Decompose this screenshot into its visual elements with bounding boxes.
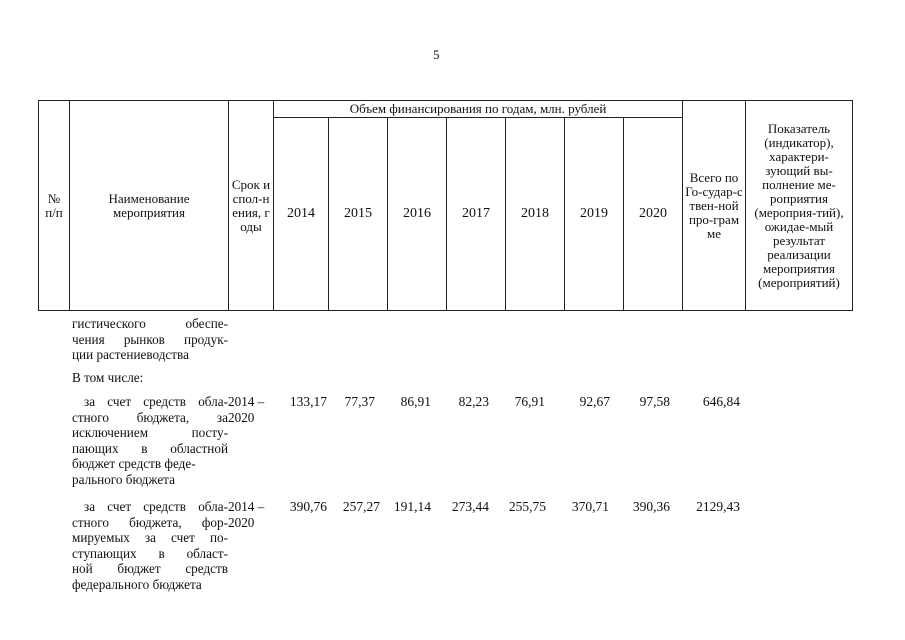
header-num <box>39 101 70 311</box>
row-value: 255,75 <box>508 499 546 514</box>
header-indicator-label: Показатель (индикатор), характери-зующий вы-полнение ме-роприятия (мероприя-тий), ожидае-мый результат реализации мероприятия (мероприятий) <box>754 120 844 290</box>
row-name-line: стного бюджета, фор- <box>72 514 228 530</box>
subheading <box>72 370 143 386</box>
row-value: 97,58 <box>639 394 670 409</box>
row-total: 646,84 <box>702 394 740 409</box>
header-year <box>388 118 447 311</box>
row-term-line: 2014 – <box>228 394 265 409</box>
row-value: 273,44 <box>451 499 489 514</box>
continuation-line: гистического обеспе- <box>72 316 228 331</box>
header-name-label: Наименование мероприятия <box>108 190 190 220</box>
continuation-line: чения рынков продук- <box>72 331 228 347</box>
header-year-label: 2014 <box>287 206 315 221</box>
row-name-line: рального бюджета <box>72 471 175 487</box>
header-total <box>683 101 746 311</box>
row-value: 77,37 <box>344 394 375 409</box>
row-value: 390,36 <box>632 499 670 514</box>
row-name-line: пающих в областной <box>72 440 228 456</box>
header-year-label: 2020 <box>639 206 667 221</box>
row-name-line: федерального бюджета <box>72 576 202 592</box>
header-table <box>38 100 853 311</box>
row-value: 92,67 <box>579 394 610 409</box>
row-name-line: ступающих в област- <box>72 545 228 561</box>
header-funding-label: Объем финансирования по годам, млн. рублей <box>349 101 607 116</box>
row-name-line: исключением посту- <box>72 425 228 441</box>
header-term-label: Срок испол-нения, годы <box>231 176 271 234</box>
subheading-label: В том числе: <box>72 370 144 385</box>
header-year-label: 2019 <box>580 206 608 221</box>
header-funding <box>274 101 683 118</box>
header-year <box>274 118 329 311</box>
table-row <box>0 394 905 494</box>
row-value: 370,71 <box>571 499 609 514</box>
header-year <box>624 118 683 311</box>
row-total: 2129,43 <box>696 499 740 514</box>
row-name-line: стного бюджета, за <box>72 409 228 425</box>
row-name-line: за счет средств обла- <box>84 499 228 514</box>
row-term-line: 2020 <box>228 409 255 425</box>
header-year <box>329 118 388 311</box>
header-year <box>447 118 506 311</box>
header-term <box>229 101 274 311</box>
row-value: 390,76 <box>289 499 327 514</box>
row-name-line: мируемых за счет по- <box>72 530 228 546</box>
row-value: 86,91 <box>400 394 431 409</box>
row-value: 257,27 <box>342 499 380 514</box>
header-year-label: 2015 <box>344 206 372 221</box>
row-term-line: 2014 – <box>228 499 265 514</box>
table-row <box>0 499 905 599</box>
header-year-label: 2017 <box>462 206 490 221</box>
row-name-line: бюджет средств феде- <box>72 456 196 472</box>
row-name-line: за счет средств обла- <box>84 394 228 409</box>
row-value: 82,23 <box>458 394 489 409</box>
header-year-label: 2016 <box>403 206 431 221</box>
header-indicator <box>746 101 853 311</box>
header-year <box>506 118 565 311</box>
row-name-line: ной бюджет средств <box>72 561 228 577</box>
row-term-line: 2020 <box>228 514 255 530</box>
page-number: 5 <box>433 47 440 62</box>
row-value: 133,17 <box>289 394 327 409</box>
header-num-label: № п/п <box>45 190 63 220</box>
header-year-label: 2018 <box>521 206 549 221</box>
header-total-label: Всего по Го-судар-ствен-ной про-грамме <box>685 169 743 241</box>
header-name <box>70 101 229 311</box>
continuation-line: ции растениеводства <box>72 347 189 363</box>
row-value: 76,91 <box>514 394 545 409</box>
row-value: 191,14 <box>393 499 431 514</box>
header-year <box>565 118 624 311</box>
